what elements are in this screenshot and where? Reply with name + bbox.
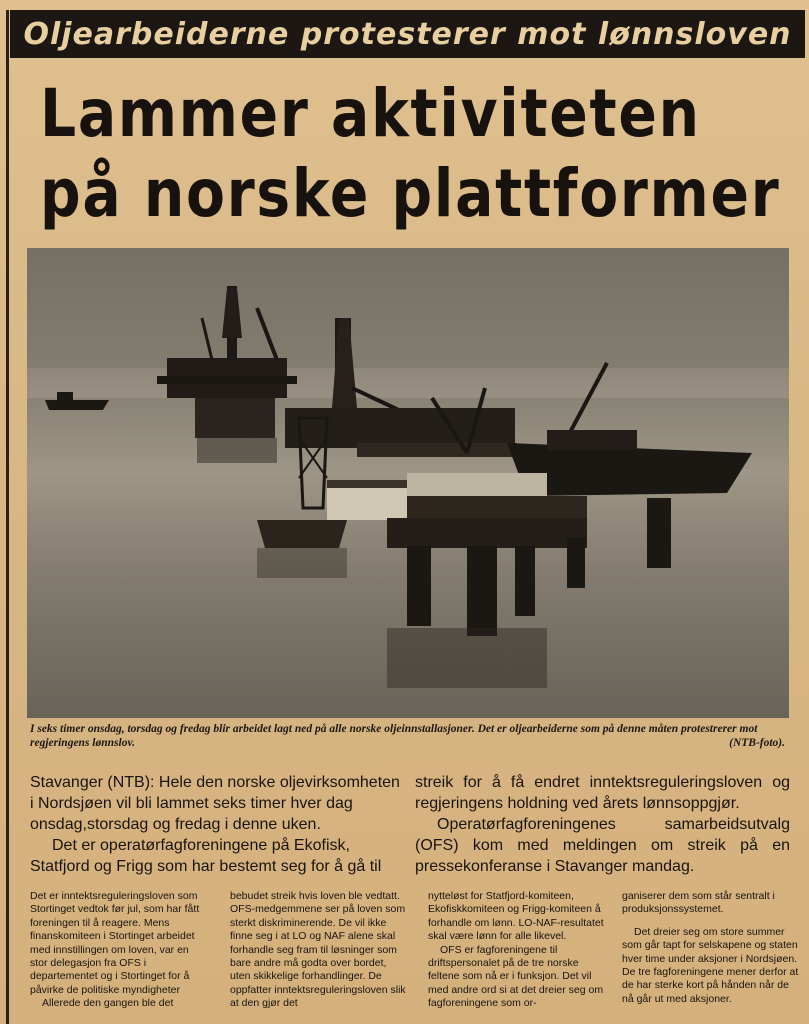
lead-paragraph: Operatørfagforeningenes samarbeidsutvalg (OFS) kom med meldingen om streik på en pressekonferanse i Stavanger mandag. xyxy=(415,816,790,875)
headline xyxy=(40,74,781,234)
body-paragraph: ganiserer dem som står sentralt i produksjonssystemet. xyxy=(622,890,775,916)
body-paragraph: Det er inntektsreguleringsloven som Stortinget vedtok før jul, som har fått foreningen til å reagere. Mens finanskomiteen i Stortinget arbeidet med innstillingen om loven, var en stor delegasjon fra OFS i departementet og i Stortinget for å påvirke de politiske myndigheter xyxy=(30,890,200,996)
body-paragraph: Allerede den gangen ble det xyxy=(42,997,174,1010)
oil-platform-illustration xyxy=(27,248,789,718)
headline-line-1: Lammer aktiviteten xyxy=(40,75,701,152)
body-column-2 xyxy=(230,890,408,1011)
lead-paragraph: Stavanger (NTB): Hele den norske oljevirksomheten i Nordsjøen vil bli lammet seks timer hver dag onsdag,storsdag og fredag i denne uken. xyxy=(30,774,400,833)
photo-credit: (NTB-foto). xyxy=(729,737,785,749)
lead-paragraph: streik for å få endret inntektsreguleringsloven og regjeringens holdning ved årets lønnsoppgjør. xyxy=(415,774,790,812)
lead-column-1 xyxy=(30,772,405,877)
body-column-1 xyxy=(30,890,208,1011)
headline-line-2: på norske plattformer xyxy=(40,155,781,232)
body-paragraph: nytteløst for Statfjord-komiteen, Ekofiskkomiteen og Frigg-komiteen å forhandle om lønn. LO-NAF-resultatet skal være lønn for alle likevel. xyxy=(428,890,604,943)
body-column-3 xyxy=(428,890,606,1011)
oil-platform-photo xyxy=(27,248,789,718)
lead-paragraph: Det er operatørfagforeningene på Ekofisk, Statfjord og Frigg som har bestemt seg for å gå til xyxy=(30,837,382,875)
body-paragraph: OFS er fagforeningene til driftspersonalet på de tre norske feltene som nå er i funksjon. Det vil med andre ord si at det dreier seg om fagforeningene som or- xyxy=(428,943,604,1010)
lead-column-2 xyxy=(415,772,790,877)
column-rule xyxy=(6,10,9,1024)
body-paragraph: bebudet streik hvis loven ble vedtatt. OFS-medgemmene ser på loven som sterkt diskriminerende. De vil ikke finne seg i at LO og NAF alene skal forhandle seg fram til løsninger som bare andre må godta over bordet, uten skikkelige forhandlinger. De oppfatter inntektsreguleringsloven slik at den gjør det xyxy=(230,890,406,1010)
caption-text: I seks timer onsdag, torsdag og fredag blir arbeidet lagt ned på alle norske oljeinnstallasjoner. Det er oljearbeiderne som på denne måten protestrerer mot regjeringens lønnslov. xyxy=(30,723,758,749)
body-column-4 xyxy=(622,890,800,1006)
kicker-text: Oljearbeiderne protesterer mot lønnsloven xyxy=(23,16,792,52)
kicker-banner xyxy=(10,10,805,58)
photo-caption xyxy=(30,722,785,750)
body-paragraph: Det dreier seg om store summer som går tapt for selskapene og staten hver time under aksjoner i Nordsjøen. De tre fagforeningene mener derfor at de har sterke kort på hånden når de nå går ut med aksjoner. xyxy=(622,925,799,1005)
